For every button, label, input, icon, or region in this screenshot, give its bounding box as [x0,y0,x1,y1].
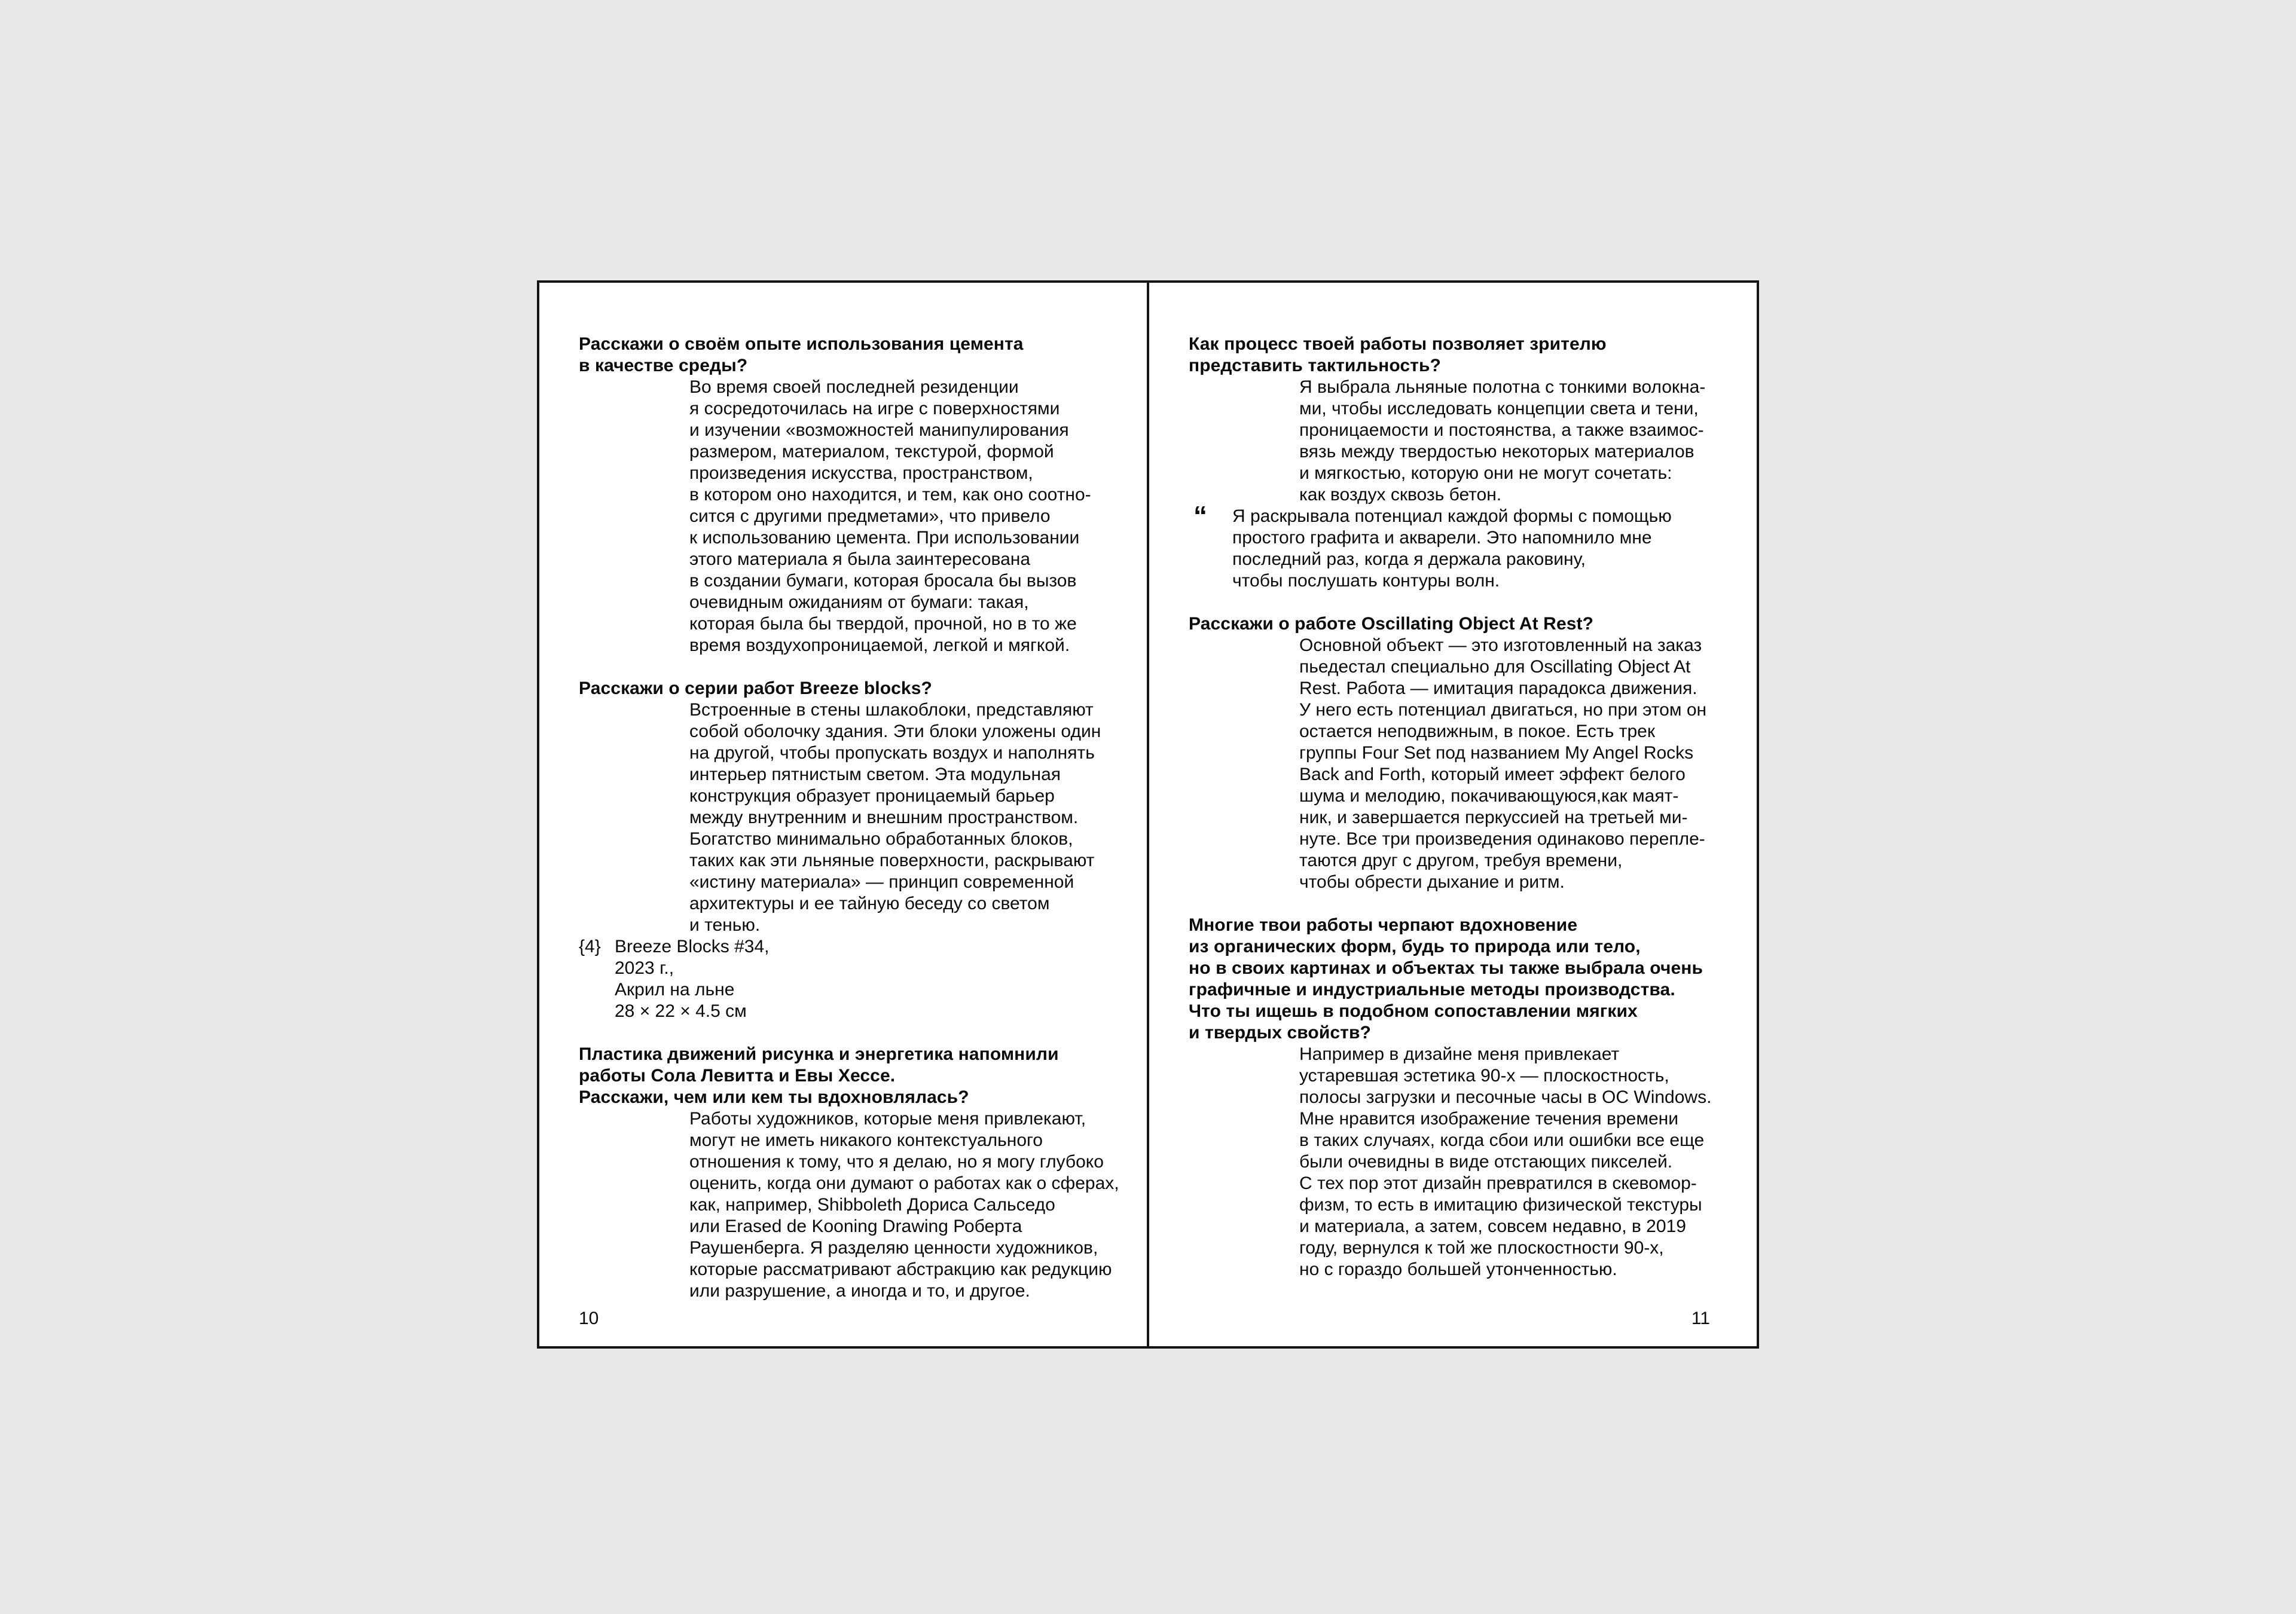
text-line: Расскажи, чем или кем ты вдохновлялась? [579,1087,969,1107]
text-line: «истину материала» — принцип современной [689,872,1074,892]
text-line: Многие твои работы черпают вдохновение [1189,915,1578,935]
text-line: этого материала я была заинтересована [689,549,1031,569]
text-line: Богатство минимально обработанных блоков, [689,829,1073,849]
text-line: как воздух сквозь бетон. [1299,485,1502,505]
text-line: Пластика движений рисунка и энергетика напомнили [579,1044,1059,1064]
text-line: которые рассматривают абстракцию как редукцию [689,1260,1112,1279]
text-line: Акрил на льне [615,980,735,999]
text-line: архитектуры и ее тайную беседу со светом [689,894,1050,913]
text-line: Breeze Blocks #34, [615,937,770,956]
text-line: на другой, чтобы пропускать воздух и наполнять [689,743,1095,763]
question-heading [1189,334,1710,377]
text-line: Расскажи о серии работ Breeze blocks? [579,678,932,698]
text-line: конструкция образует проницаемый барьер [689,786,1055,806]
answer-paragraph [579,1108,1119,1302]
text-line: ник, и завершается перкуссией на третьей ми- [1299,808,1688,827]
text-line: проницаемости и постоянства, а также взаимос- [1299,420,1704,440]
text-line: Я раскрывала потенциал каждой формы с помощью [1232,506,1672,526]
text-line: Работы художников, которые меня привлекают, [689,1109,1086,1129]
text-line: Как процесс твоей работы позволяет зрителю [1189,334,1607,354]
text-line: Расскажи о своём опыте использования цемента [579,334,1024,354]
text-line: отношения к тому, что я делаю, но я могу глубоко [689,1152,1104,1172]
text-line: вязь между твердостью некоторых материалов [1299,442,1694,461]
text-line: размером, материалом, текстурой, формой [689,442,1054,461]
text-line: полосы загрузки и песочные часы в ОС Windows. [1299,1087,1712,1107]
text-line: простого графита и акварели. Это напомнило мне [1232,528,1652,548]
text-line: году, вернулся к той же плоскостности 90-х, [1299,1238,1664,1258]
text-line: в таких случаях, когда сбои или ошибки все еще [1299,1130,1705,1150]
text-line: группы Four Set под названием My Angel Rocks [1299,743,1694,763]
text-line: Мне нравится изображение течения времени [1299,1109,1678,1129]
text-line: пьедестал специально для Oscillating Object At [1299,657,1691,677]
text-line: или Erased de Kooning Drawing Роберта [689,1216,1022,1236]
text-line: которая была бы твердой, прочной, но в то же [689,614,1077,634]
text-line: ми, чтобы исследовать концепции света и тени, [1299,399,1699,418]
text-line: или разрушение, а иногда и то, и другое. [689,1281,1030,1301]
quote-lines [1232,506,1672,592]
text-line: 2023 г., [615,958,674,978]
text-line: собой оболочку здания. Эти блоки уложены один [689,722,1101,741]
text-line: как, например, Shibboleth Дориса Сальседо [689,1195,1055,1215]
text-line: таются друг с другом, требуя времени, [1299,851,1623,870]
text-line: чтобы послушать контуры волн. [1232,571,1500,591]
text-line: Что ты ищешь в подобном сопоставлении мягких [1189,1001,1638,1021]
text-line: я сосредоточилась на игре с поверхностями [689,399,1060,418]
caption-marker: {4} [579,937,601,956]
text-line: Расскажи о работе Oscillating Object At Rest? [1189,614,1594,634]
text-line: но с гораздо большей утонченностью. [1299,1260,1617,1279]
text-line: Основной объект — это изготовленный на заказ [1299,635,1702,655]
text-line: Во время своей последней резиденции [689,377,1019,397]
question-heading [1189,613,1710,635]
answer-paragraph [1189,1044,1710,1280]
text-line: но в своих картинах и объектах ты также выбрала очень [1189,958,1703,978]
text-line: графичные и индустриальные методы производства. [1189,980,1675,999]
magazine-spread [537,280,1759,1349]
text-line: представить тактильность? [1189,356,1441,375]
text-line: и материала, а затем, совсем недавно, в 2019 [1299,1216,1686,1236]
text-line: в качестве среды? [579,356,748,375]
left-page [539,283,1149,1346]
question-heading [579,1044,1100,1108]
text-line: Например в дизайне меня привлекает [1299,1044,1620,1064]
page-number: 11 [1691,1309,1710,1328]
text-line: последний раз, когда я держала раковину, [1232,549,1586,569]
text-line: Встроенные в стены шлакоблоки, представляют [689,700,1094,720]
text-line: 28 × 22 × 4.5 см [615,1001,747,1021]
text-line: шума и мелодию, покачивающуюся,как маят- [1299,786,1679,806]
text-line: Я выбрала льняные полотна с тонкими волокна- [1299,377,1706,397]
text-line: сится с другими предметами», что привело [689,506,1051,526]
caption-lines [615,936,769,1022]
right-page [1149,283,1757,1346]
question-heading [579,678,1100,699]
text-line: и твердых свойств? [1189,1023,1371,1043]
artwork-caption [579,936,1100,1022]
text-line: очевидным ожиданиям от бумаги: такая, [689,592,1029,612]
text-line: из органических форм, будь то природа или тело, [1189,937,1641,956]
text-line: У него есть потенциал двигаться, но при этом он [1299,700,1707,720]
text-line: Rest. Работа — имитация парадокса движения. [1299,678,1697,698]
answer-paragraph [579,699,1100,936]
text-line: таких как эти льняные поверхности, раскрывают [689,851,1095,870]
text-line: устаревшая эстетика 90-х — плоскостность, [1299,1066,1669,1086]
right-page-content [1189,334,1710,1280]
quote-marks-icon: “ [1193,500,1205,531]
text-line: Раушенберга. Я разделяю ценности художников, [689,1238,1098,1258]
text-line: и тенью. [689,915,761,935]
pull-quote [1189,500,1710,592]
text-line: С тех пор этот дизайн превратился в скевомор- [1299,1173,1697,1193]
text-line: нуте. Все три произведения одинаково перепле- [1299,829,1705,849]
text-line: время воздухопроницаемой, легкой и мягкой. [689,635,1070,655]
text-line: работы Сола Левитта и Евы Хессе. [579,1066,896,1086]
text-line: оценить, когда они думают о работах как о сферах, [689,1173,1119,1193]
text-line: Back and Forth, который имеет эффект белого [1299,765,1686,784]
text-line: интерьер пятнистым светом. Эта модульная [689,765,1061,784]
answer-paragraph [579,377,1100,656]
text-line: произведения искусства, пространством, [689,463,1033,483]
text-line: были очевидны в виде отстающих пикселей. [1299,1152,1673,1172]
text-line: и мягкостью, которую они не могут сочетать: [1299,463,1672,483]
question-heading [1189,915,1710,1044]
text-line: чтобы обрести дыхание и ритм. [1299,872,1565,892]
question-heading [579,334,1100,377]
answer-paragraph [1189,377,1710,506]
text-line: и изучении «возможностей манипулирования [689,420,1069,440]
page-number: 10 [579,1309,599,1328]
text-line: могут не иметь никакого контекстуального [689,1130,1043,1150]
text-line: в создании бумаги, которая бросала бы вызов [689,571,1077,591]
text-line: остается неподвижным, в покое. Есть трек [1299,722,1655,741]
text-line: физм, то есть в имитацию физической текстуры [1299,1195,1702,1215]
left-page-content [579,334,1119,1302]
text-line: к использованию цемента. При использовании [689,528,1080,548]
text-line: в котором оно находится, и тем, как оно соотно- [689,485,1091,505]
text-line: между внутренним и внешним пространством. [689,808,1079,827]
answer-paragraph [1189,635,1710,893]
